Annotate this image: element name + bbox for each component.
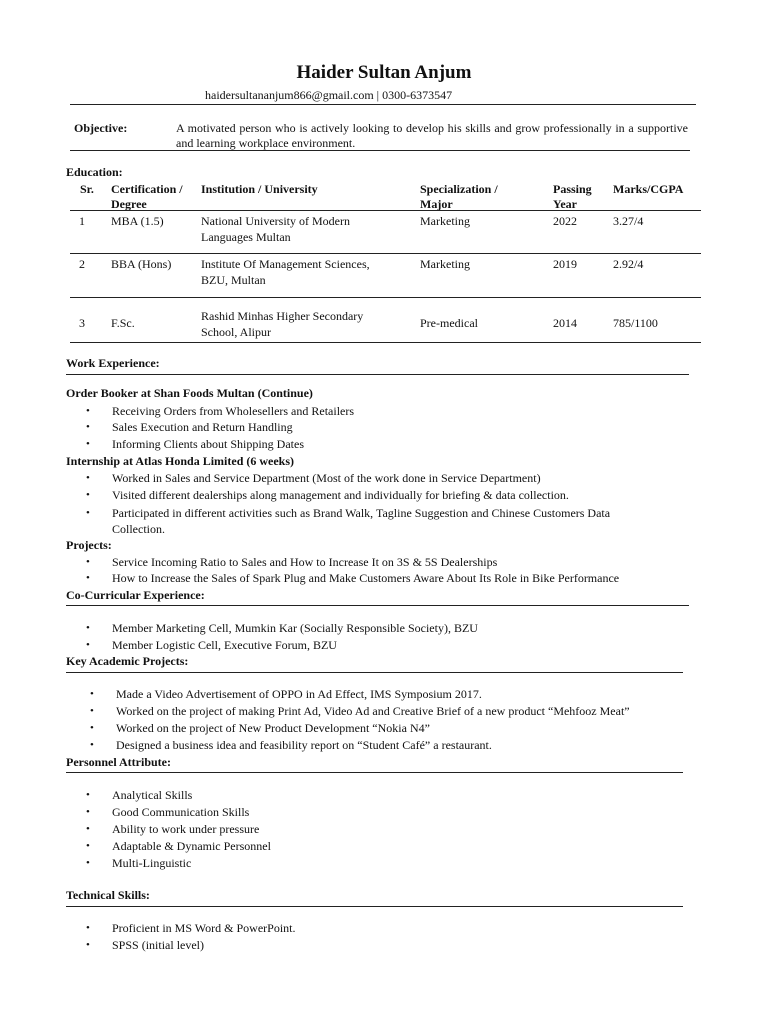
list-item: • Proficient in MS Word & PowerPoint. [112, 921, 295, 936]
cell-institution: Institute Of Management Sciences, BZU, Multan [201, 257, 370, 287]
cell-year: 2014 [553, 316, 577, 330]
cell-year: 2022 [553, 214, 577, 228]
table-row-line [70, 253, 701, 254]
col-header-institution: Institution / University [201, 182, 318, 196]
cocurricular-divider [66, 605, 689, 606]
col-header-sr: Sr. [80, 182, 94, 196]
table-row-line [70, 297, 701, 298]
col-header-marks: Marks/CGPA [613, 182, 684, 196]
cell-marks: 3.27/4 [613, 214, 644, 228]
cell-sr: 1 [79, 214, 85, 228]
list-item: • Worked on the project of making Print Ad, Video Ad and Creative Brief of a new product “Mehfooz Meat” [116, 704, 630, 719]
list-item: • Adaptable & Dynamic Personnel [112, 839, 271, 854]
work-experience-title: Work Experience: [66, 356, 160, 370]
academic-divider [66, 672, 683, 673]
technical-divider [66, 906, 683, 907]
list-item: • Worked on the project of New Product Development “Nokia N4” [116, 721, 430, 736]
cell-major: Pre-medical [420, 316, 478, 330]
list-item: • Participated in different activities such as Brand Walk, Tagline Suggestion and Chinese Customers Data Collection. [112, 505, 660, 537]
col-header-major: Specialization / Major [420, 182, 498, 211]
cell-degree: F.Sc. [111, 316, 135, 330]
list-item: • Made a Video Advertisement of OPPO in Ad Effect, IMS Symposium 2017. [116, 687, 482, 702]
education-title: Education: [66, 165, 123, 179]
attributes-title: Personnel Attribute: [66, 755, 171, 769]
cell-degree: BBA (Hons) [111, 257, 172, 271]
list-item: • Member Marketing Cell, Mumkin Kar (Socially Responsible Society), BZU [112, 621, 478, 636]
table-bottom-line [70, 342, 701, 343]
candidate-name: Haider Sultan Anjum [296, 62, 472, 83]
list-item: • Informing Clients about Shipping Dates [112, 437, 304, 452]
list-item: • Multi-Linguistic [112, 856, 191, 871]
technical-skills-title: Technical Skills: [66, 888, 150, 902]
cell-major: Marketing [420, 214, 470, 228]
objective-label: Objective: [74, 121, 128, 135]
cell-marks: 785/1100 [613, 316, 658, 330]
list-item: • Ability to work under pressure [112, 822, 259, 837]
work-divider [66, 374, 689, 375]
col-header-degree: Certification / Degree [111, 182, 183, 211]
cell-marks: 2.92/4 [613, 257, 644, 271]
cell-sr: 2 [79, 257, 85, 271]
job-title-internship: Internship at Atlas Honda Limited (6 weeks) [66, 454, 295, 468]
objective-divider [70, 150, 690, 151]
cell-sr: 3 [79, 316, 85, 330]
cocurricular-title: Co-Curricular Experience: [66, 588, 205, 602]
cell-major: Marketing [420, 257, 470, 271]
cell-year: 2019 [553, 257, 577, 271]
list-item: • Member Logistic Cell, Executive Forum, BZU [112, 638, 337, 653]
list-item: • Worked in Sales and Service Department (Most of the work done in Service Department) [112, 471, 541, 486]
list-item: • Analytical Skills [112, 788, 192, 803]
cell-institution: Rashid Minhas Higher Secondary School, Alipur [201, 309, 364, 339]
academic-projects-title: Key Academic Projects: [66, 654, 189, 668]
list-item: • Receiving Orders from Wholesellers and Retailers [112, 404, 354, 419]
table-header-line [70, 210, 701, 211]
cell-institution: National University of Modern Languages Multan [201, 214, 350, 244]
list-item: • Visited different dealerships along management and individually for briefing & data collection. [112, 488, 569, 503]
objective-text: A motivated person who is actively looking to develop his skills and grow professionally in a supportive and learning workplace environment. [176, 121, 688, 150]
attributes-divider [66, 772, 683, 773]
list-item: • Designed a business idea and feasibility report on “Student Café” a restaurant. [116, 738, 492, 753]
projects-title: Projects: [66, 538, 112, 552]
job-title-order-booker: Order Booker at Shan Foods Multan (Continue) [66, 386, 313, 400]
contact-info: haidersultananjum866@gmail.com | 0300-6373547 [205, 88, 453, 102]
list-item: • Sales Execution and Return Handling [112, 420, 293, 435]
list-item: • Service Incoming Ratio to Sales and How to Increase It on 3S & 5S Dealerships [112, 555, 497, 570]
list-item: • How to Increase the Sales of Spark Plug and Make Customers Aware About Its Role in Bike Performance [112, 571, 619, 586]
header-divider [70, 104, 696, 105]
col-header-year: Passing Year [553, 182, 592, 211]
list-item: • SPSS (initial level) [112, 938, 204, 953]
cell-degree: MBA (1.5) [111, 214, 164, 228]
list-item: • Good Communication Skills [112, 805, 249, 820]
